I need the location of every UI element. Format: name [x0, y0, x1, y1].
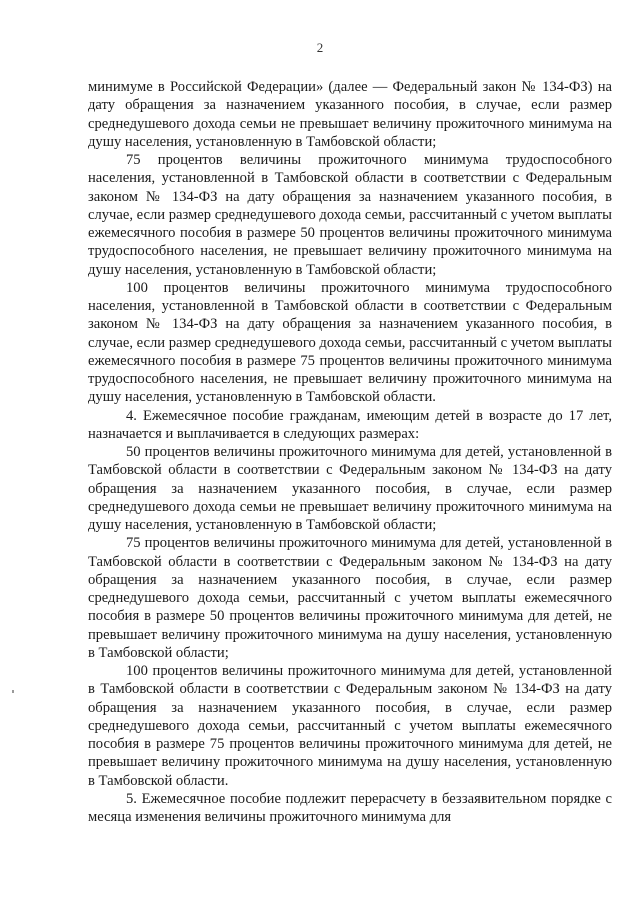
document-body	[88, 78, 612, 826]
paragraph-item-4: 4. Ежемесячное пособие гражданам, имеющим детей в возрасте до 17 лет, назначается и выплачивается в следующих размерах:	[88, 407, 612, 442]
paragraph-75-percent-working-age: 75 процентов величины прожиточного минимума трудоспособного населения, установленной в Тамбовской области в соответствии с Федеральным законом № 134-ФЗ на дату обращения за назначением указанного пособия, в случае, если размер среднедушевого дохода семьи, рассчитанный с учетом выплаты ежемесячного пособия в размере 50 процентов величины прожиточного минимума трудоспособного населения, не превышает величину прожиточного минимума на душу населения, установленную в Тамбовской области;	[88, 152, 612, 278]
paragraph-100-percent-children: 100 процентов величины прожиточного минимума для детей, установленной в Тамбовской области в соответствии с Федеральным законом № 134-ФЗ на дату обращения за назначением указанного пособия, в случае, если размер среднедушевого дохода семьи, рассчитанный с учетом выплаты ежемесячного пособия в размере 75 процентов величины прожиточного минимума для детей, не превышает величину прожиточного минимума на душу населения, установленную в Тамбовской области.	[88, 663, 612, 789]
paragraph-item-5: 5. Ежемесячное пособие подлежит перерасчету в беззаявительном порядке с месяца изменения величины прожиточного минимума для	[88, 790, 612, 825]
page-number: 2	[316, 40, 324, 55]
scan-speck	[12, 690, 14, 693]
paragraph-50-percent-children: 50 процентов величины прожиточного минимума для детей, установленной в Тамбовской области в соответствии с Федеральным законом № 134-ФЗ на дату обращения за назначением указанного пособия, в случае, если размер среднедушевого дохода семьи не превышает величину прожиточного минимума на душу населения, установленную в Тамбовской области;	[88, 444, 612, 533]
paragraph-100-percent-working-age: 100 процентов величины прожиточного минимума трудоспособного населения, установленной в Тамбовской области в соответствии с Федеральным законом № 134-ФЗ на дату обращения за назначением указанного пособия, в случае, если размер среднедушевого дохода семьи, рассчитанный с учетом выплаты ежемесячного пособия в размере 75 процентов величины прожиточного минимума трудоспособного населения, не превышает величину прожиточного минимума на душу населения, установленную в Тамбовской области.	[88, 279, 612, 406]
paragraph-75-percent-children: 75 процентов величины прожиточного минимума для детей, установленной в Тамбовской области в соответствии с Федеральным законом № 134-ФЗ на дату обращения за назначением указанного пособия, в случае, если размер среднедушевого дохода семьи, рассчитанный с учетом выплаты ежемесячного пособия в размере 50 процентов величины прожиточного минимума для детей, не превышает величину прожиточного минимума на душу населения, установленную в Тамбовской области;	[88, 535, 612, 661]
paragraph-continuation: минимуме в Российской Федерации» (далее — Федеральный закон № 134-ФЗ) на дату обращения за назначением указанного пособия, в случае, если размер среднедушевого дохода семьи не превышает величину прожиточного минимума на душу населения, установленную в Тамбовской области;	[88, 79, 612, 150]
